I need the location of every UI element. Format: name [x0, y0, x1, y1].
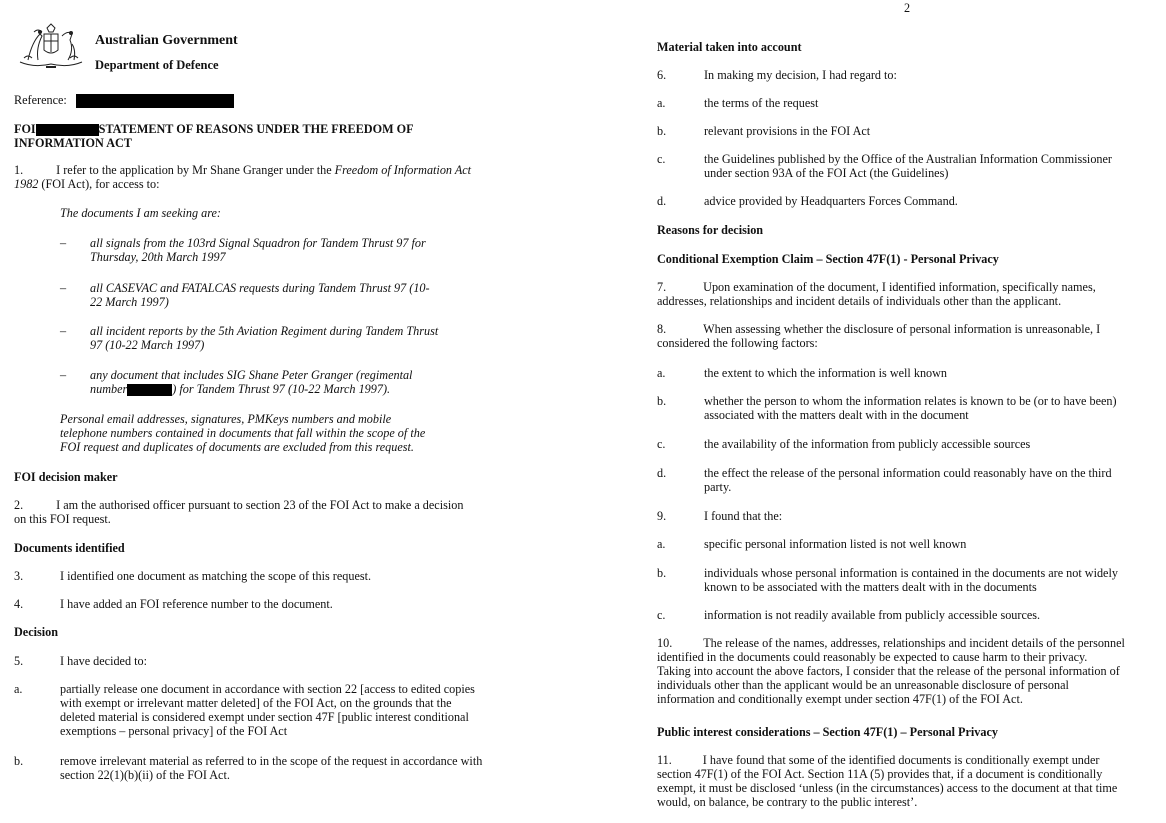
exclusion-line: FOI request and duplicates of documents are excluded from this request. — [60, 440, 414, 454]
paragraph-text: identified in the documents could reasonably be expected to cause harm to their privacy. — [657, 650, 1088, 664]
paragraph-text: I am the authorised officer pursuant to section 23 of the FOI Act to make a decision — [56, 498, 464, 512]
paragraph-text: Taking into account the above factors, I consider that the release of the personal information of — [657, 664, 1120, 678]
item-line: partially release one document in accordance with section 22 [access to edited copies — [60, 682, 475, 696]
exclusion-line: telephone numbers contained in documents that fall within the scope of the — [60, 426, 426, 440]
item-line: whether the person to whom the information relates is known to be (or to have been) — [704, 394, 1117, 408]
paragraph-text: on this FOI request. — [14, 512, 111, 526]
redaction-block — [76, 94, 234, 108]
exclusion-note — [60, 412, 520, 454]
item-line: specific personal information listed is not well known — [704, 537, 967, 551]
request-bullet — [60, 324, 510, 352]
title-prefix: FOI — [14, 122, 36, 136]
bullet-line: all incident reports by the 5th Aviation Regiment during Tandem Thrust — [90, 324, 439, 338]
paragraph-text: Upon examination of the document, I identified information, specifically names, — [703, 280, 1096, 294]
dash-icon: – — [60, 236, 67, 250]
heading-documents-identified: Documents identified — [14, 541, 125, 555]
list-item — [657, 152, 1162, 180]
request-bullet — [60, 368, 510, 396]
document-page-2 — [585, 0, 1166, 823]
item-label: c. — [657, 152, 666, 166]
decision-item-a — [14, 682, 534, 738]
bullet-line: 22 March 1997) — [90, 295, 169, 309]
paragraph-number: 9. — [657, 509, 667, 523]
item-line: under section 93A of the FOI Act (the Guidelines) — [704, 166, 949, 180]
paragraph-number: 5. — [14, 654, 24, 668]
item-line: with exempt or irrelevant matter deleted] of the FOI Act, on the grounds that the — [60, 696, 452, 710]
paragraph-number: 6. — [657, 68, 667, 82]
bullet-line: any document that includes SIG Shane Peter Granger (regimental — [90, 368, 413, 382]
paragraph-number: 2. — [14, 498, 24, 512]
statement-title — [14, 122, 414, 136]
list-item — [657, 608, 1162, 622]
heading-public-interest: Public interest considerations – Section 47F(1) – Personal Privacy — [657, 725, 998, 739]
list-item — [657, 366, 1162, 380]
list-item — [657, 437, 1162, 451]
reference-label — [14, 93, 234, 108]
item-label: d. — [657, 466, 667, 480]
paragraph-text: section 47F(1) of the FOI Act. Section 11A (5) provides that, if a document is conditionally — [657, 767, 1103, 781]
item-line: the extent to which the information is well known — [704, 366, 948, 380]
heading-exemption-claim: Conditional Exemption Claim – Section 47F(1) - Personal Privacy — [657, 252, 999, 266]
item-label: a. — [657, 537, 666, 551]
item-label: c. — [657, 437, 666, 451]
paragraph-text: I have decided to: — [60, 654, 147, 668]
paragraph-text: addresses, relationships and incident details of individuals other than the applicant. — [657, 294, 1062, 308]
item-label: b. — [657, 124, 667, 138]
paragraph-8 — [657, 322, 1162, 350]
paragraph-10 — [657, 636, 1162, 706]
item-line: associated with the matters dealt with in the document — [704, 408, 969, 422]
item-label: b. — [657, 394, 667, 408]
dash-icon: – — [60, 324, 67, 338]
act-title: Freedom of Information Act — [334, 163, 472, 177]
decision-item-b — [14, 754, 534, 782]
paragraph-1 — [14, 163, 514, 191]
item-line: exemptions – personal privacy] of the FOI Act — [60, 724, 288, 738]
title-rest: STATEMENT OF REASONS UNDER THE FREEDOM OF — [98, 122, 414, 136]
paragraph-text: I found that the: — [704, 509, 783, 523]
letterhead-government: Australian Government — [95, 33, 238, 48]
act-year: 1982 — [14, 177, 39, 191]
item-label: d. — [657, 194, 667, 208]
item-line: section 22(1)(b)(ii) of the FOI Act. — [60, 768, 230, 782]
paragraph-11 — [657, 753, 1162, 809]
paragraph-2 — [14, 498, 524, 526]
item-line: relevant provisions in the FOI Act — [704, 124, 871, 138]
item-label: c. — [657, 608, 666, 622]
item-line: the Guidelines published by the Office of the Australian Information Commissioner — [704, 152, 1112, 166]
letterhead-department: Department of Defence — [95, 58, 219, 72]
item-label: a. — [657, 96, 666, 110]
seeking-intro: The documents I am seeking are: — [60, 206, 221, 220]
coat-of-arms-icon — [14, 20, 88, 72]
heading-decision: Decision — [14, 625, 59, 639]
document-page-1 — [0, 0, 560, 823]
item-label: b. — [657, 566, 667, 580]
paragraph-text: would, on balance, be contrary to the public interest’. — [657, 795, 918, 809]
redaction-block — [127, 384, 172, 396]
bullet-line: 97 (10-22 March 1997) — [90, 338, 205, 352]
bullet-line: number — [90, 382, 128, 396]
item-line: the availability of the information from publicly accessible sources — [704, 437, 1031, 451]
paragraph-text: considered the following factors: — [657, 336, 818, 350]
item-line: party. — [704, 480, 732, 494]
bullet-line: all signals from the 103rd Signal Squadron for Tandem Thrust 97 for — [90, 236, 426, 250]
request-bullet — [60, 281, 510, 309]
paragraph-text: I have found that some of the identified documents is conditionally exempt under — [702, 753, 1100, 767]
list-item — [657, 194, 1157, 208]
paragraph-text: When assessing whether the disclosure of personal information is unreasonable, I — [703, 322, 1101, 336]
paragraph-number: 10. — [657, 636, 673, 650]
bullet-line: ) for Tandem Thrust 97 (10-22 March 1997). — [172, 382, 391, 396]
item-line: individuals whose personal information is contained in the documents are not widely — [704, 566, 1118, 580]
page-number: 2 — [904, 1, 911, 15]
paragraph-7 — [657, 280, 1162, 308]
list-item — [657, 394, 1162, 422]
paragraph-number: 8. — [657, 322, 667, 336]
item-line: the terms of the request — [704, 96, 819, 110]
paragraph-1-end: (FOI Act), for access to: — [38, 177, 160, 191]
item-label: a. — [14, 682, 23, 696]
paragraph-text: In making my decision, I had regard to: — [704, 68, 897, 82]
paragraph-text: individuals other than the applicant would be an unreasonable disclosure of personal — [657, 678, 1069, 692]
paragraph-number: 1. — [14, 163, 24, 177]
paragraph-number: 4. — [14, 597, 24, 611]
paragraph-number: 11. — [657, 753, 672, 767]
item-label: a. — [657, 366, 666, 380]
paragraph-text: I have added an FOI reference number to the document. — [60, 597, 333, 611]
item-label: b. — [14, 754, 24, 768]
paragraph-text: information and conditionally exempt under section 47F(1) of the FOI Act. — [657, 692, 1023, 706]
heading-material: Material taken into account — [657, 40, 802, 54]
paragraph-number: 3. — [14, 569, 24, 583]
list-item — [657, 96, 1157, 110]
paragraph-text: The release of the names, addresses, relationships and incident details of the personnel — [703, 636, 1125, 650]
request-bullet — [60, 236, 510, 264]
exclusion-line: Personal email addresses, signatures, PMKeys numbers and mobile — [60, 412, 392, 426]
item-line: deleted material is considered exempt under section 47F [public interest conditional — [60, 710, 469, 724]
bullet-line: all CASEVAC and FATALCAS requests during Tandem Thrust 97 (10- — [90, 281, 430, 295]
item-line: remove irrelevant material as referred to in the scope of the request in accordance with — [60, 754, 483, 768]
item-line: the effect the release of the personal information could reasonably have on the third — [704, 466, 1112, 480]
paragraph-1-text: I refer to the application by Mr Shane Granger under the — [56, 163, 335, 177]
list-item — [657, 124, 1157, 138]
dash-icon: – — [60, 368, 67, 382]
bullet-line: Thursday, 20th March 1997 — [90, 250, 226, 264]
heading-reasons: Reasons for decision — [657, 223, 764, 237]
reference-label-text: Reference: — [14, 93, 67, 107]
redaction-block — [36, 124, 99, 136]
item-line: advice provided by Headquarters Forces Command. — [704, 194, 958, 208]
paragraph-text: exempt, it must be disclosed ‘unless (in the circumstances) access to the document at that time — [657, 781, 1118, 795]
item-line: known to be associated with the matters dealt with in the documents — [704, 580, 1037, 594]
list-item — [657, 466, 1162, 494]
paragraph-number: 7. — [657, 280, 667, 294]
heading-decision-maker: FOI decision maker — [14, 470, 118, 484]
list-item — [657, 537, 1162, 551]
dash-icon: – — [60, 281, 67, 295]
paragraph-text: I identified one document as matching the scope of this request. — [60, 569, 372, 583]
statement-title-line2: INFORMATION ACT — [14, 136, 132, 150]
list-item — [657, 566, 1162, 594]
item-line: information is not readily available from publicly accessible sources. — [704, 608, 1041, 622]
